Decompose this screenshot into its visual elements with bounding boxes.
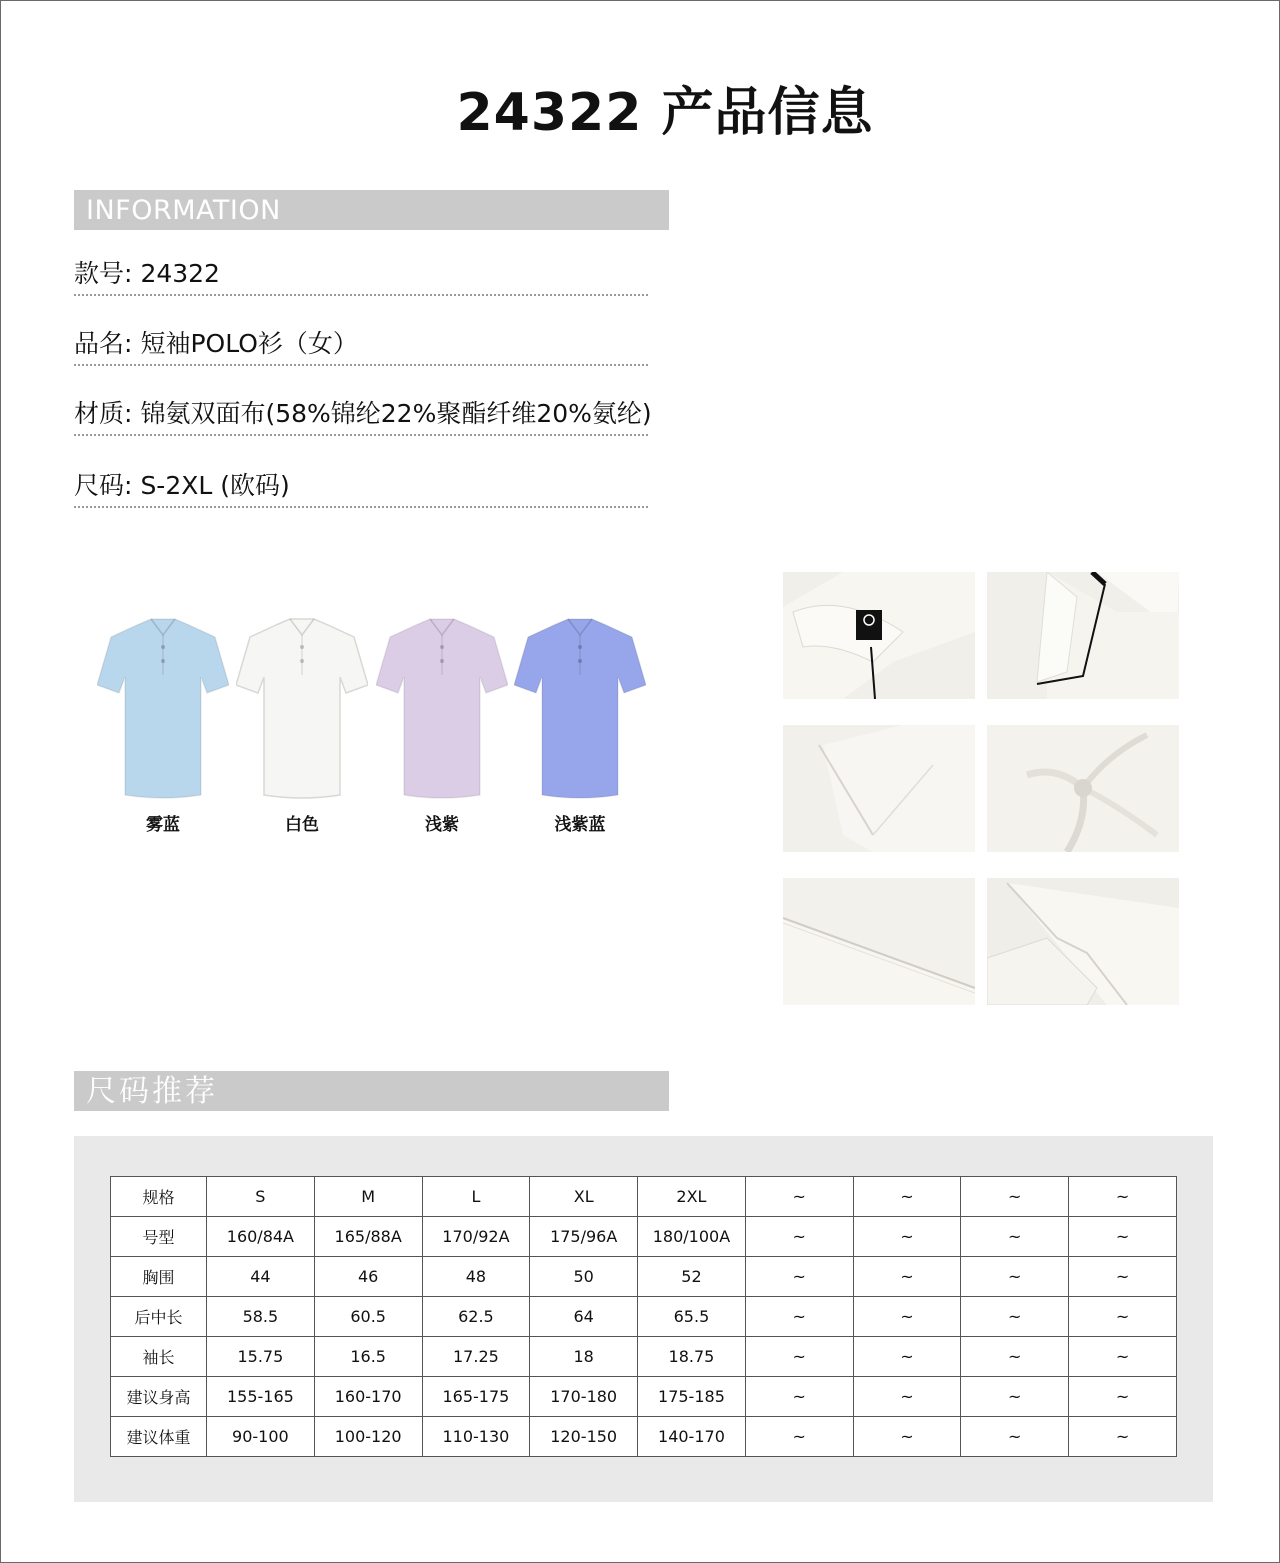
row-label: 号型 xyxy=(111,1217,207,1257)
size-table xyxy=(110,1176,1177,1457)
table-cell: 48 xyxy=(422,1257,530,1297)
table-cell: 140-170 xyxy=(638,1417,746,1457)
shirt-swatch xyxy=(376,615,508,800)
table-cell: ~ xyxy=(745,1417,853,1457)
row-label: 后中长 xyxy=(111,1297,207,1337)
info-value: 24322 xyxy=(140,259,220,288)
row-label: 袖长 xyxy=(111,1337,207,1377)
shirt-swatch xyxy=(514,615,646,800)
table-cell: ~ xyxy=(961,1257,1069,1297)
row-label: 胸围 xyxy=(111,1257,207,1297)
table-cell: 60.5 xyxy=(314,1297,422,1337)
table-cell: 175/96A xyxy=(530,1217,638,1257)
table-cell: 165/88A xyxy=(314,1217,422,1257)
table-cell: 64 xyxy=(530,1297,638,1337)
table-cell: 170/92A xyxy=(422,1217,530,1257)
table-cell: ~ xyxy=(1069,1377,1177,1417)
table-row xyxy=(111,1377,1177,1417)
table-cell: 160-170 xyxy=(314,1377,422,1417)
sleeve-detail-photo xyxy=(783,725,975,852)
table-cell: L xyxy=(422,1177,530,1217)
table-row xyxy=(111,1417,1177,1457)
table-cell: 110-130 xyxy=(422,1417,530,1457)
table-cell: ~ xyxy=(853,1217,961,1257)
polo-shirt-icon xyxy=(514,615,646,800)
table-cell: ~ xyxy=(745,1257,853,1297)
table-cell: ~ xyxy=(853,1297,961,1337)
info-row-product-name xyxy=(74,328,648,366)
table-cell: 46 xyxy=(314,1257,422,1297)
table-cell: XL xyxy=(530,1177,638,1217)
table-cell: 155-165 xyxy=(207,1377,315,1417)
info-label: 材质: xyxy=(74,399,133,428)
table-cell: ~ xyxy=(961,1377,1069,1417)
table-cell: 100-120 xyxy=(314,1417,422,1457)
table-cell: ~ xyxy=(961,1417,1069,1457)
table-cell: ~ xyxy=(961,1297,1069,1337)
side-slit-detail-photo xyxy=(987,878,1179,1005)
table-cell: ~ xyxy=(745,1177,853,1217)
info-label: 尺码: xyxy=(74,471,133,500)
table-cell: ~ xyxy=(745,1217,853,1257)
table-cell: 17.25 xyxy=(422,1337,530,1377)
shirt-color-name: 浅紫 xyxy=(425,815,459,835)
table-cell: ~ xyxy=(961,1337,1069,1377)
info-value: 短袖POLO衫（女） xyxy=(140,329,358,358)
shirt-color-name: 雾蓝 xyxy=(146,815,180,835)
table-cell: 180/100A xyxy=(638,1217,746,1257)
shirt-color-name: 浅紫蓝 xyxy=(554,815,606,835)
table-cell: M xyxy=(314,1177,422,1217)
table-cell: 52 xyxy=(638,1257,746,1297)
table-cell: ~ xyxy=(1069,1337,1177,1377)
information-section-header: INFORMATION xyxy=(74,190,669,230)
info-value: 锦氨双面布(58%锦纶22%聚酯纤维20%氨纶) xyxy=(140,399,652,428)
row-label: 建议身高 xyxy=(111,1377,207,1417)
info-label: 品名: xyxy=(74,329,133,358)
table-cell: ~ xyxy=(1069,1217,1177,1257)
shirt-swatch xyxy=(97,615,229,800)
shirt-color-name: 白色 xyxy=(285,815,319,835)
seam-detail-photo xyxy=(783,878,975,1005)
table-cell: ~ xyxy=(853,1257,961,1297)
table-cell: 160/84A xyxy=(207,1217,315,1257)
table-cell: 50 xyxy=(530,1257,638,1297)
page-title: 24322 产品信息 xyxy=(456,83,874,143)
table-cell: 15.75 xyxy=(207,1337,315,1377)
row-label: 建议体重 xyxy=(111,1417,207,1457)
fabric-swirl-detail-photo xyxy=(987,725,1179,852)
table-cell: ~ xyxy=(853,1337,961,1377)
shirt-swatch xyxy=(236,615,368,800)
size-recommendation-section-header: 尺码推荐 xyxy=(74,1071,669,1111)
table-cell: ~ xyxy=(853,1417,961,1457)
table-cell: ~ xyxy=(1069,1257,1177,1297)
table-row xyxy=(111,1257,1177,1297)
table-cell: 90-100 xyxy=(207,1417,315,1457)
table-cell: S xyxy=(207,1177,315,1217)
table-cell: 120-150 xyxy=(530,1417,638,1457)
info-row-style-number xyxy=(74,258,648,296)
table-cell: 175-185 xyxy=(638,1377,746,1417)
table-cell: 170-180 xyxy=(530,1377,638,1417)
table-cell: 58.5 xyxy=(207,1297,315,1337)
table-cell: 16.5 xyxy=(314,1337,422,1377)
polo-shirt-icon xyxy=(236,615,368,800)
polo-shirt-icon xyxy=(376,615,508,800)
collar-detail-photo xyxy=(783,572,975,699)
table-cell: 165-175 xyxy=(422,1377,530,1417)
table-cell: 62.5 xyxy=(422,1297,530,1337)
table-cell: 65.5 xyxy=(638,1297,746,1337)
info-value: S-2XL (欧码) xyxy=(140,471,290,500)
table-cell: ~ xyxy=(961,1217,1069,1257)
table-cell: 44 xyxy=(207,1257,315,1297)
detail-photo-gallery xyxy=(783,572,1180,1006)
table-cell: ~ xyxy=(853,1377,961,1417)
table-cell: ~ xyxy=(1069,1177,1177,1217)
table-cell: 18.75 xyxy=(638,1337,746,1377)
placket-detail-photo xyxy=(987,572,1179,699)
info-row-material xyxy=(74,398,652,436)
table-cell: ~ xyxy=(853,1177,961,1217)
table-cell: 18 xyxy=(530,1337,638,1377)
table-row xyxy=(111,1297,1177,1337)
table-cell: ~ xyxy=(961,1177,1069,1217)
table-row xyxy=(111,1177,1177,1217)
table-cell: ~ xyxy=(745,1337,853,1377)
table-row xyxy=(111,1217,1177,1257)
info-label: 款号: xyxy=(74,259,133,288)
info-row-size-range xyxy=(74,470,648,508)
table-cell: ~ xyxy=(745,1377,853,1417)
table-cell: ~ xyxy=(1069,1417,1177,1457)
table-cell: ~ xyxy=(745,1297,853,1337)
table-cell: ~ xyxy=(1069,1297,1177,1337)
row-label: 规格 xyxy=(111,1177,207,1217)
table-row xyxy=(111,1337,1177,1377)
polo-shirt-icon xyxy=(97,615,229,800)
table-cell: 2XL xyxy=(638,1177,746,1217)
